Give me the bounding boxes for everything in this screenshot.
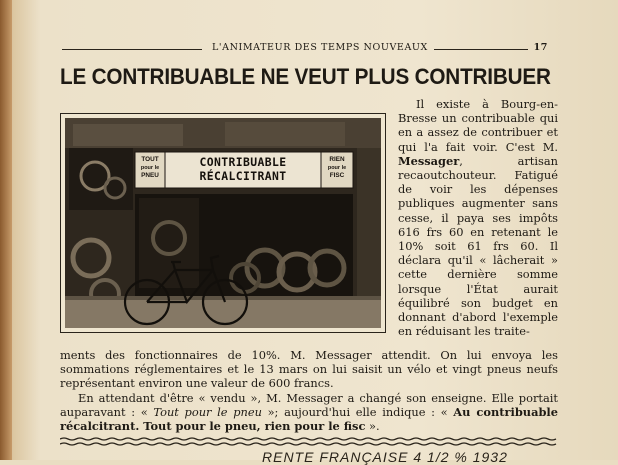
paragraph-text: ». [365,419,380,434]
running-head-title: L'ANIMATEUR DES TEMPS NOUVEAUX [212,42,428,53]
running-head [62,42,554,56]
article-paragraph-1 [398,97,558,338]
article-photo [60,113,386,333]
old-sign-quote: Tout pour le pneu [153,404,262,419]
sign-left-word: pour le [140,165,160,171]
paragraph-text: »; aujourd'hui elle indique : « [261,404,454,419]
sign-right-word: FISC [329,172,345,179]
page-number: 17 [533,42,548,53]
page-spine [0,0,12,460]
article-full-width-text [60,348,558,433]
paragraph-text: Il existe à Bourg-en-Bresse un contribuable qui en a assez de contribuer et qui l'a fait voir. C'est M. [398,97,558,154]
sign-right-word: RIEN [329,156,345,163]
article-paragraph-2 [60,391,558,434]
paragraph-text: , artisan recaoutchouteur. Fatigué de voir les dépenses publiques augmenter sans cesse, il paya ses impôts 616 frs 60 en retenant le 10% soit 61 frs 60. Il déclara qu'il « lâcherait » cette dernière somme lorsque l'État aurait équilibré son budget en donnant d'abord l'exemple en réduisant les traite- [398,153,558,339]
photo-illustration [65,118,381,328]
next-article-heading-partial: RENTE FRANÇAISE 4 1/2 % 1932 [262,449,508,465]
article-column-text [398,97,558,338]
decorative-rule [60,437,558,447]
sign-main-line: RÉCALCITRANT [199,169,287,183]
head-rule-right [434,49,528,50]
sign-right-panel [323,156,351,180]
article-headline: LE CONTRIBUABLE NE VEUT PLUS CONTRIBUER [60,64,551,89]
photo-scene [65,118,381,328]
new-sign-quote: Au contribuable récalcitrant. Tout pour le pneu, rien pour le fisc [60,404,558,434]
head-rule-left [62,49,202,50]
sign-left-word: TOUT [141,156,159,163]
sign-left-word: PNEU [141,172,159,179]
paragraph-continuation: ments des fonctionnaires de 10%. M. Messager attendit. On lui envoya les sommations réglementaires et le 13 mars on lui saisit un vélo et vingt pneus neufs représentant environ une valeur de 600 francs. [60,348,558,391]
sign-left-panel [137,156,163,180]
person-name: Messager [398,153,460,168]
paragraph-text: En attendant d'être « vendu », M. Messager a changé son enseigne. Elle portait auparavant : « [60,390,558,419]
sign-main-panel [165,155,321,183]
sign-main-line: CONTRIBUABLE [199,155,287,169]
sign-right-word: pour le [327,165,347,171]
